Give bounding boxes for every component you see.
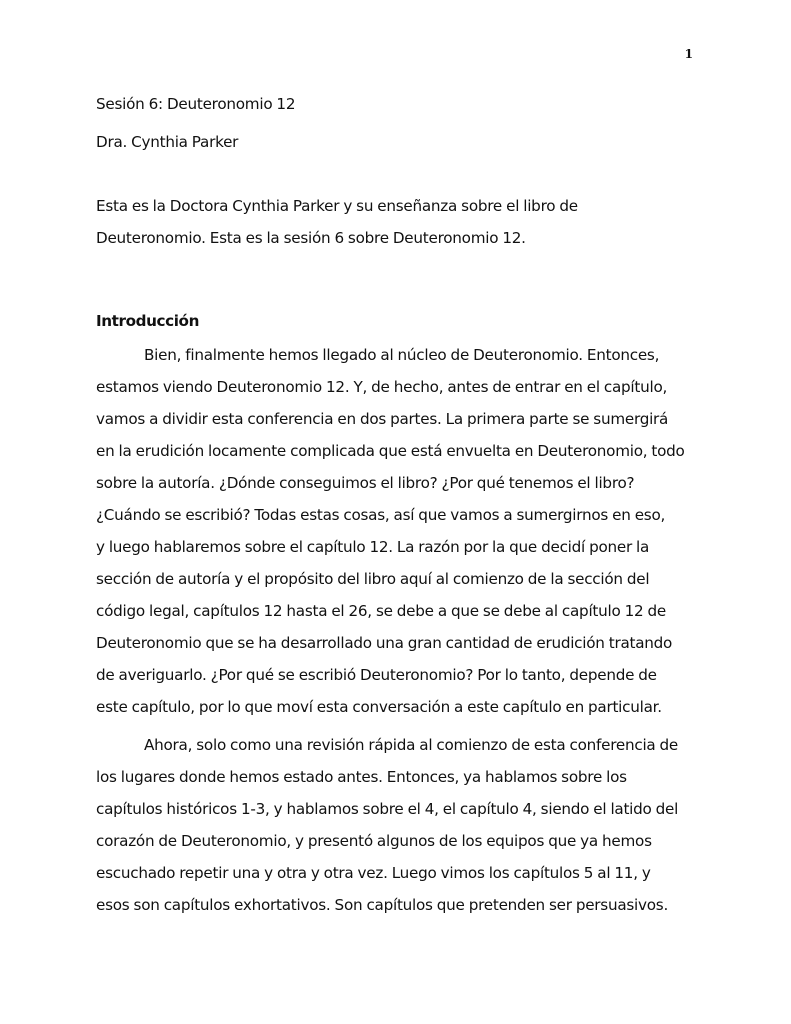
paragraph-line: este capítulo, por lo que moví esta conversación a este capítulo en particular. xyxy=(96,698,662,716)
paragraph-line: Ahora, solo como una revisión rápida al comienzo de esta conferencia de xyxy=(144,736,679,754)
paragraph-line: los lugares donde hemos estado antes. Entonces, ya hablamos sobre los xyxy=(96,768,627,786)
paragraph-line: Esta es la Doctora Cynthia Parker y su enseñanza sobre el libro de xyxy=(96,197,578,215)
intro-paragraph xyxy=(96,190,696,254)
paragraph-line: estamos viendo Deuteronomio 12. Y, de hecho, antes de entrar en el capítulo, xyxy=(96,378,668,396)
paragraph-line: escuchado repetir una y otra y otra vez. Luego vimos los capítulos 5 al 11, y xyxy=(96,864,651,882)
paragraph-line: vamos a dividir esta conferencia en dos partes. La primera parte se sumergirá xyxy=(96,410,669,428)
paragraph-line: capítulos históricos 1-3, y hablamos sobre el 4, el capítulo 4, siendo el latido del xyxy=(96,800,679,818)
document-title: Sesión 6: Deuteronomio 12 xyxy=(96,95,296,113)
paragraph-line: código legal, capítulos 12 hasta el 26, se debe a que se debe al capítulo 12 de xyxy=(96,602,666,620)
section-heading: Introducción xyxy=(96,312,199,330)
paragraph-line: y luego hablaremos sobre el capítulo 12. La razón por la que decidí poner la xyxy=(96,538,650,556)
paragraph-line: ¿Cuándo se escribió? Todas estas cosas, así que vamos a sumergirnos en eso, xyxy=(96,506,666,524)
paragraph-line: en la erudición locamente complicada que está envuelta en Deuteronomio, todo xyxy=(96,442,685,460)
paragraph-line: sección de autoría y el propósito del libro aquí al comienzo de la sección del xyxy=(96,570,650,588)
paragraph-line: Deuteronomio que se ha desarrollado una gran cantidad de erudición tratando xyxy=(96,634,673,652)
document-body xyxy=(96,88,696,921)
paragraph-line: esos son capítulos exhortativos. Son capítulos que pretenden ser persuasivos. xyxy=(96,896,669,914)
body-paragraph xyxy=(96,339,696,723)
body-paragraph xyxy=(96,729,696,921)
document-author: Dra. Cynthia Parker xyxy=(96,133,239,151)
paragraph-line: de averiguarlo. ¿Por qué se escribió Deuteronomio? Por lo tanto, depende de xyxy=(96,666,657,684)
page-number: 1 xyxy=(684,47,693,61)
paragraph-line: Deuteronomio. Esta es la sesión 6 sobre Deuteronomio 12. xyxy=(96,229,526,247)
paragraph-line: corazón de Deuteronomio, y presentó algunos de los equipos que ya hemos xyxy=(96,832,652,850)
paragraph-line: sobre la autoría. ¿Dónde conseguimos el libro? ¿Por qué tenemos el libro? xyxy=(96,474,635,492)
paragraph-line: Bien, finalmente hemos llegado al núcleo de Deuteronomio. Entonces, xyxy=(144,346,660,364)
